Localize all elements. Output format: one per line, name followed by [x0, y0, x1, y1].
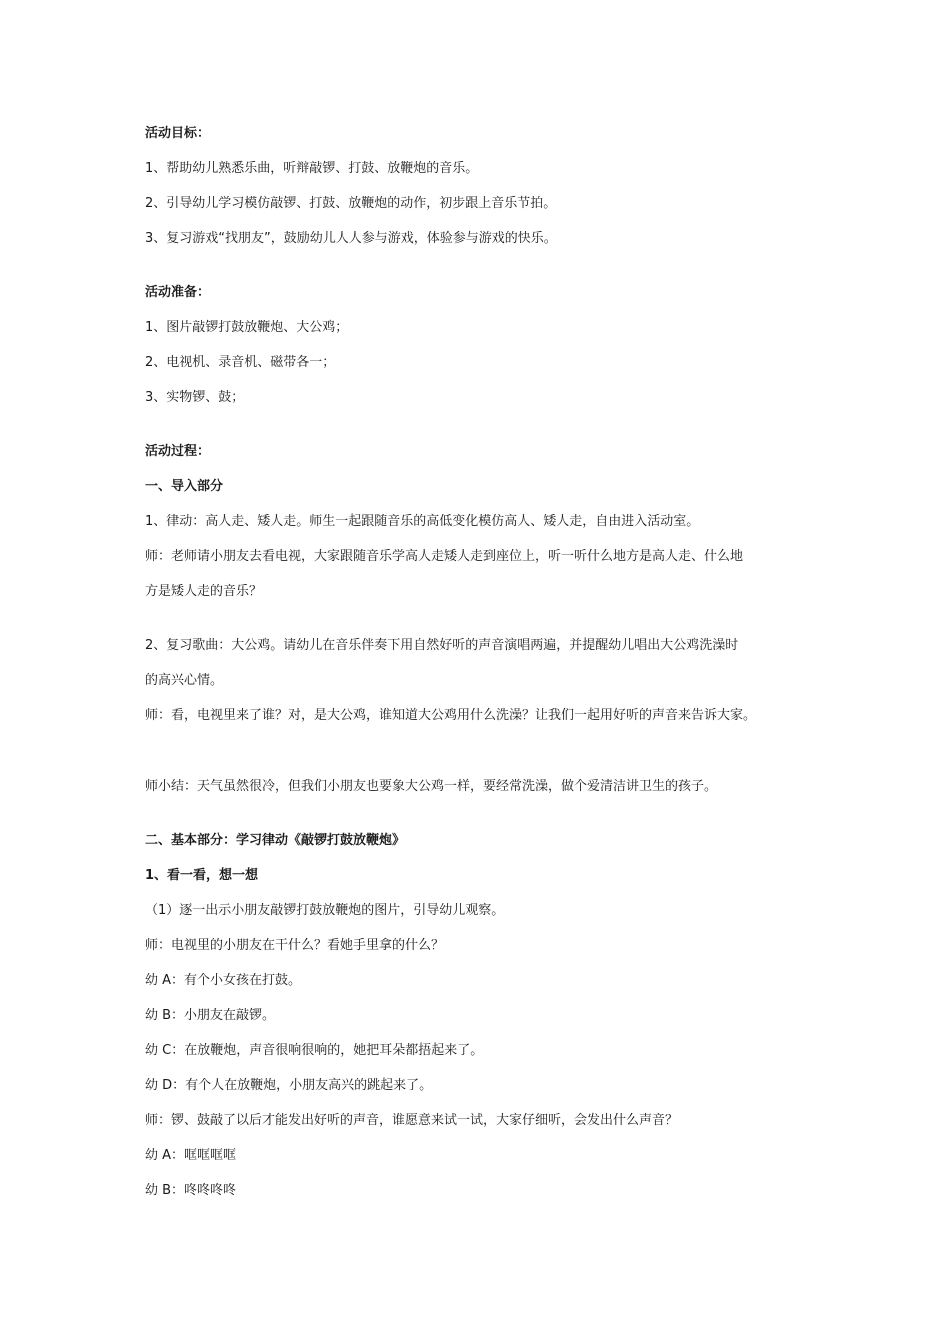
- part2-subheading: 1、看一看，想一想: [145, 868, 259, 883]
- goal-item-3: 3、复习游戏“找朋友”，鼓励幼儿人人参与游戏，体验参与游戏的快乐。: [145, 231, 557, 246]
- part2-line-2: 师：电视里的小朋友在干什么？看她手里拿的什么？: [145, 938, 445, 953]
- part2-line-5: 幼 C：在放鞭炮，声音很响很响的，她把耳朵都捂起来了。: [145, 1043, 484, 1058]
- goals-heading: 活动目标：: [145, 126, 211, 141]
- goal-item-2: 2、引导幼儿学习模仿敲锣、打鼓、放鞭炮的动作，初步跟上音乐节拍。: [145, 196, 557, 211]
- part2-line-6: 幼 D：有个人在放鞭炮，小朋友高兴的跳起来了。: [145, 1078, 433, 1093]
- part1b-line-1: 2、复习歌曲：大公鸡。请幼儿在音乐伴奏下用自然好听的声音演唱两遍，并提醒幼儿唱出大公鸡洗澡时: [145, 638, 739, 653]
- goal-item-1: 1、帮助幼儿熟悉乐曲，听辩敲锣、打鼓、放鞭炮的音乐。: [145, 161, 479, 176]
- part2-line-4: 幼 B：小朋友在敲锣。: [145, 1008, 276, 1023]
- process-heading: 活动过程：: [145, 444, 211, 459]
- prep-item-1: 1、图片敲锣打鼓放鞭炮、大公鸡；: [145, 320, 349, 335]
- paragraph-spacer: [145, 742, 825, 778]
- part1-heading: 一、导入部分: [145, 479, 224, 494]
- teacher-summary: 师小结：天气虽然很冷，但我们小朋友也要象大公鸡一样，要经常洗澡，做个爱清洁讲卫生的孩子。: [145, 779, 718, 794]
- part1-line-2: 师：老师请小朋友去看电视，大家跟随音乐学高人走矮人走到座位上，听一听什么地方是高人走、什么地: [145, 549, 744, 564]
- prep-heading: 活动准备：: [145, 285, 211, 300]
- section-spacer: [145, 265, 825, 284]
- prep-item-2: 2、电视机、录音机、磁带各一；: [145, 355, 336, 370]
- part2-line-8: 幼 A：哐哐哐哐: [145, 1148, 237, 1163]
- part2-line-7: 师：锣、鼓敲了以后才能发出好听的声音，谁愿意来试一试，大家仔细听，会发出什么声音？: [145, 1113, 679, 1128]
- part2-heading: 二、基本部分：学习律动《敲锣打鼓放鞭炮》: [145, 833, 406, 848]
- part2-line-9: 幼 B：咚咚咚咚: [145, 1183, 237, 1198]
- part2-line-3: 幼 A：有个小女孩在打鼓。: [145, 973, 302, 988]
- section-spacer: [145, 813, 825, 832]
- part1b-line-3: 师：看，电视里来了谁？对，是大公鸡，谁知道大公鸡用什么洗澡？让我们一起用好听的声音来告诉大家。: [145, 708, 757, 723]
- section-spacer: [145, 424, 825, 443]
- prep-item-3: 3、实物锣、鼓；: [145, 390, 245, 405]
- part2-line-1: （1）逐一出示小朋友敲锣打鼓放鞭炮的图片，引导幼儿观察。: [145, 903, 505, 918]
- paragraph-spacer: [145, 618, 825, 637]
- part1b-line-2: 的高兴心情。: [145, 673, 224, 688]
- part1-line-1: 1、律动：高人走、矮人走。师生一起跟随音乐的高低变化模仿高人、矮人走，自由进入活动室。: [145, 514, 700, 529]
- part1-line-3: 方是矮人走的音乐？: [145, 584, 263, 599]
- document-body: [145, 125, 825, 1217]
